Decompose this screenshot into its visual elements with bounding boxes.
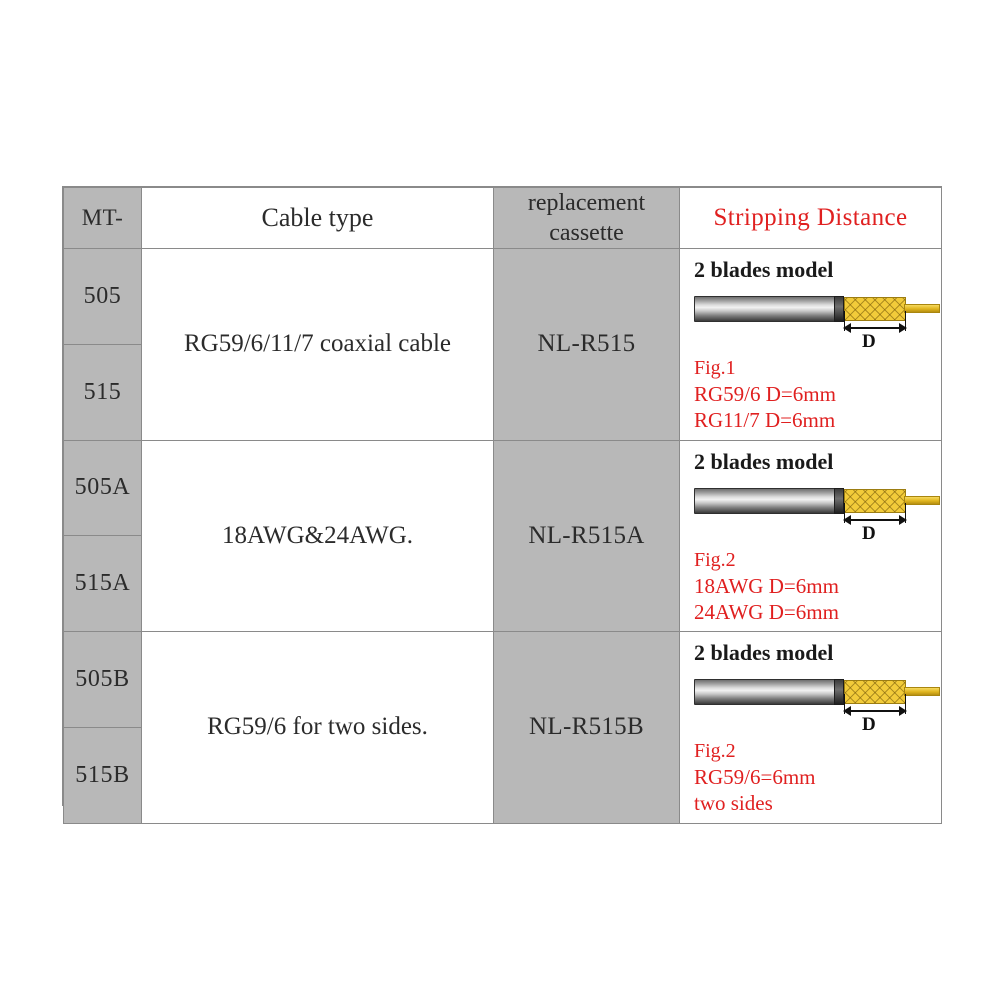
mt-code-505a: 505A bbox=[64, 440, 142, 536]
mt-code-515b: 515B bbox=[64, 727, 142, 823]
cable-cut-edge-icon bbox=[834, 488, 844, 514]
cassette-code-3: NL-R515B bbox=[494, 632, 680, 824]
blades-model-title-3: 2 blades model bbox=[694, 640, 834, 665]
strip-note-2a: 18AWG D=6mm bbox=[694, 573, 839, 598]
stripping-cell-3 bbox=[680, 632, 942, 824]
dimension-arrow-icon bbox=[844, 710, 906, 712]
cable-cut-edge-icon bbox=[834, 296, 844, 322]
cable-diagram-2 bbox=[694, 479, 938, 544]
cable-type-1: RG59/6/11/7 coaxial cable bbox=[142, 249, 494, 441]
figure-label-3: Fig.2 bbox=[694, 740, 736, 762]
cable-braid-icon bbox=[844, 489, 906, 513]
header-replacement-cassette bbox=[494, 188, 680, 249]
figure-label-2: Fig.2 bbox=[694, 548, 736, 571]
cable-type-3: RG59/6 for two sides. bbox=[142, 632, 494, 824]
cable-jacket-icon bbox=[694, 488, 840, 514]
cable-braid-icon bbox=[844, 680, 906, 704]
header-stripping-distance: Stripping Distance bbox=[680, 188, 942, 249]
dimension-label-3: D bbox=[862, 714, 876, 735]
stripping-cell-2 bbox=[680, 440, 942, 632]
cable-diagram-1 bbox=[694, 287, 938, 352]
cable-type-2: 18AWG&24AWG. bbox=[142, 440, 494, 632]
mt-code-505: 505 bbox=[64, 249, 142, 345]
header-cassette-line2: cassette bbox=[549, 220, 624, 246]
dimension-label-1: D bbox=[862, 331, 876, 352]
mt-code-505b: 505B bbox=[64, 632, 142, 728]
cable-core-icon bbox=[904, 496, 940, 505]
blades-model-title-2: 2 blades model bbox=[694, 448, 834, 474]
cassette-code-2: NL-R515A bbox=[494, 440, 680, 632]
table-header-row bbox=[64, 188, 942, 249]
strip-note-3b: two sides bbox=[694, 791, 773, 816]
cable-core-icon bbox=[904, 304, 940, 313]
cable-jacket-icon bbox=[694, 679, 840, 705]
specification-table bbox=[62, 186, 942, 816]
cable-diagram-3 bbox=[694, 670, 938, 735]
stripping-cell-1 bbox=[680, 249, 942, 441]
dimension-arrow-icon bbox=[844, 327, 906, 329]
strip-note-1b: RG11/7 D=6mm bbox=[694, 408, 836, 433]
mt-code-515: 515 bbox=[64, 344, 142, 440]
cassette-code-1: NL-R515 bbox=[494, 249, 680, 441]
table-row bbox=[64, 440, 942, 536]
dimension-arrow-icon bbox=[844, 519, 906, 521]
table-row bbox=[64, 632, 942, 728]
cable-jacket-icon bbox=[694, 296, 840, 322]
strip-note-1a: RG59/6 D=6mm bbox=[694, 382, 836, 406]
blades-model-title-1: 2 blades model bbox=[694, 257, 834, 282]
dimension-label-2: D bbox=[862, 522, 876, 544]
cable-cut-edge-icon bbox=[834, 679, 844, 705]
header-cable-type: Cable type bbox=[142, 188, 494, 249]
figure-label-1: Fig.1 bbox=[694, 357, 736, 379]
header-mt: MT- bbox=[64, 188, 142, 249]
strip-note-3a: RG59/6=6mm bbox=[694, 765, 816, 789]
cable-braid-icon bbox=[844, 297, 906, 321]
strip-note-2b: 24AWG D=6mm bbox=[694, 599, 839, 624]
mt-code-515a: 515A bbox=[64, 536, 142, 632]
table-row bbox=[64, 249, 942, 345]
cable-core-icon bbox=[904, 687, 940, 696]
header-cassette-line1: replacement bbox=[527, 190, 646, 216]
